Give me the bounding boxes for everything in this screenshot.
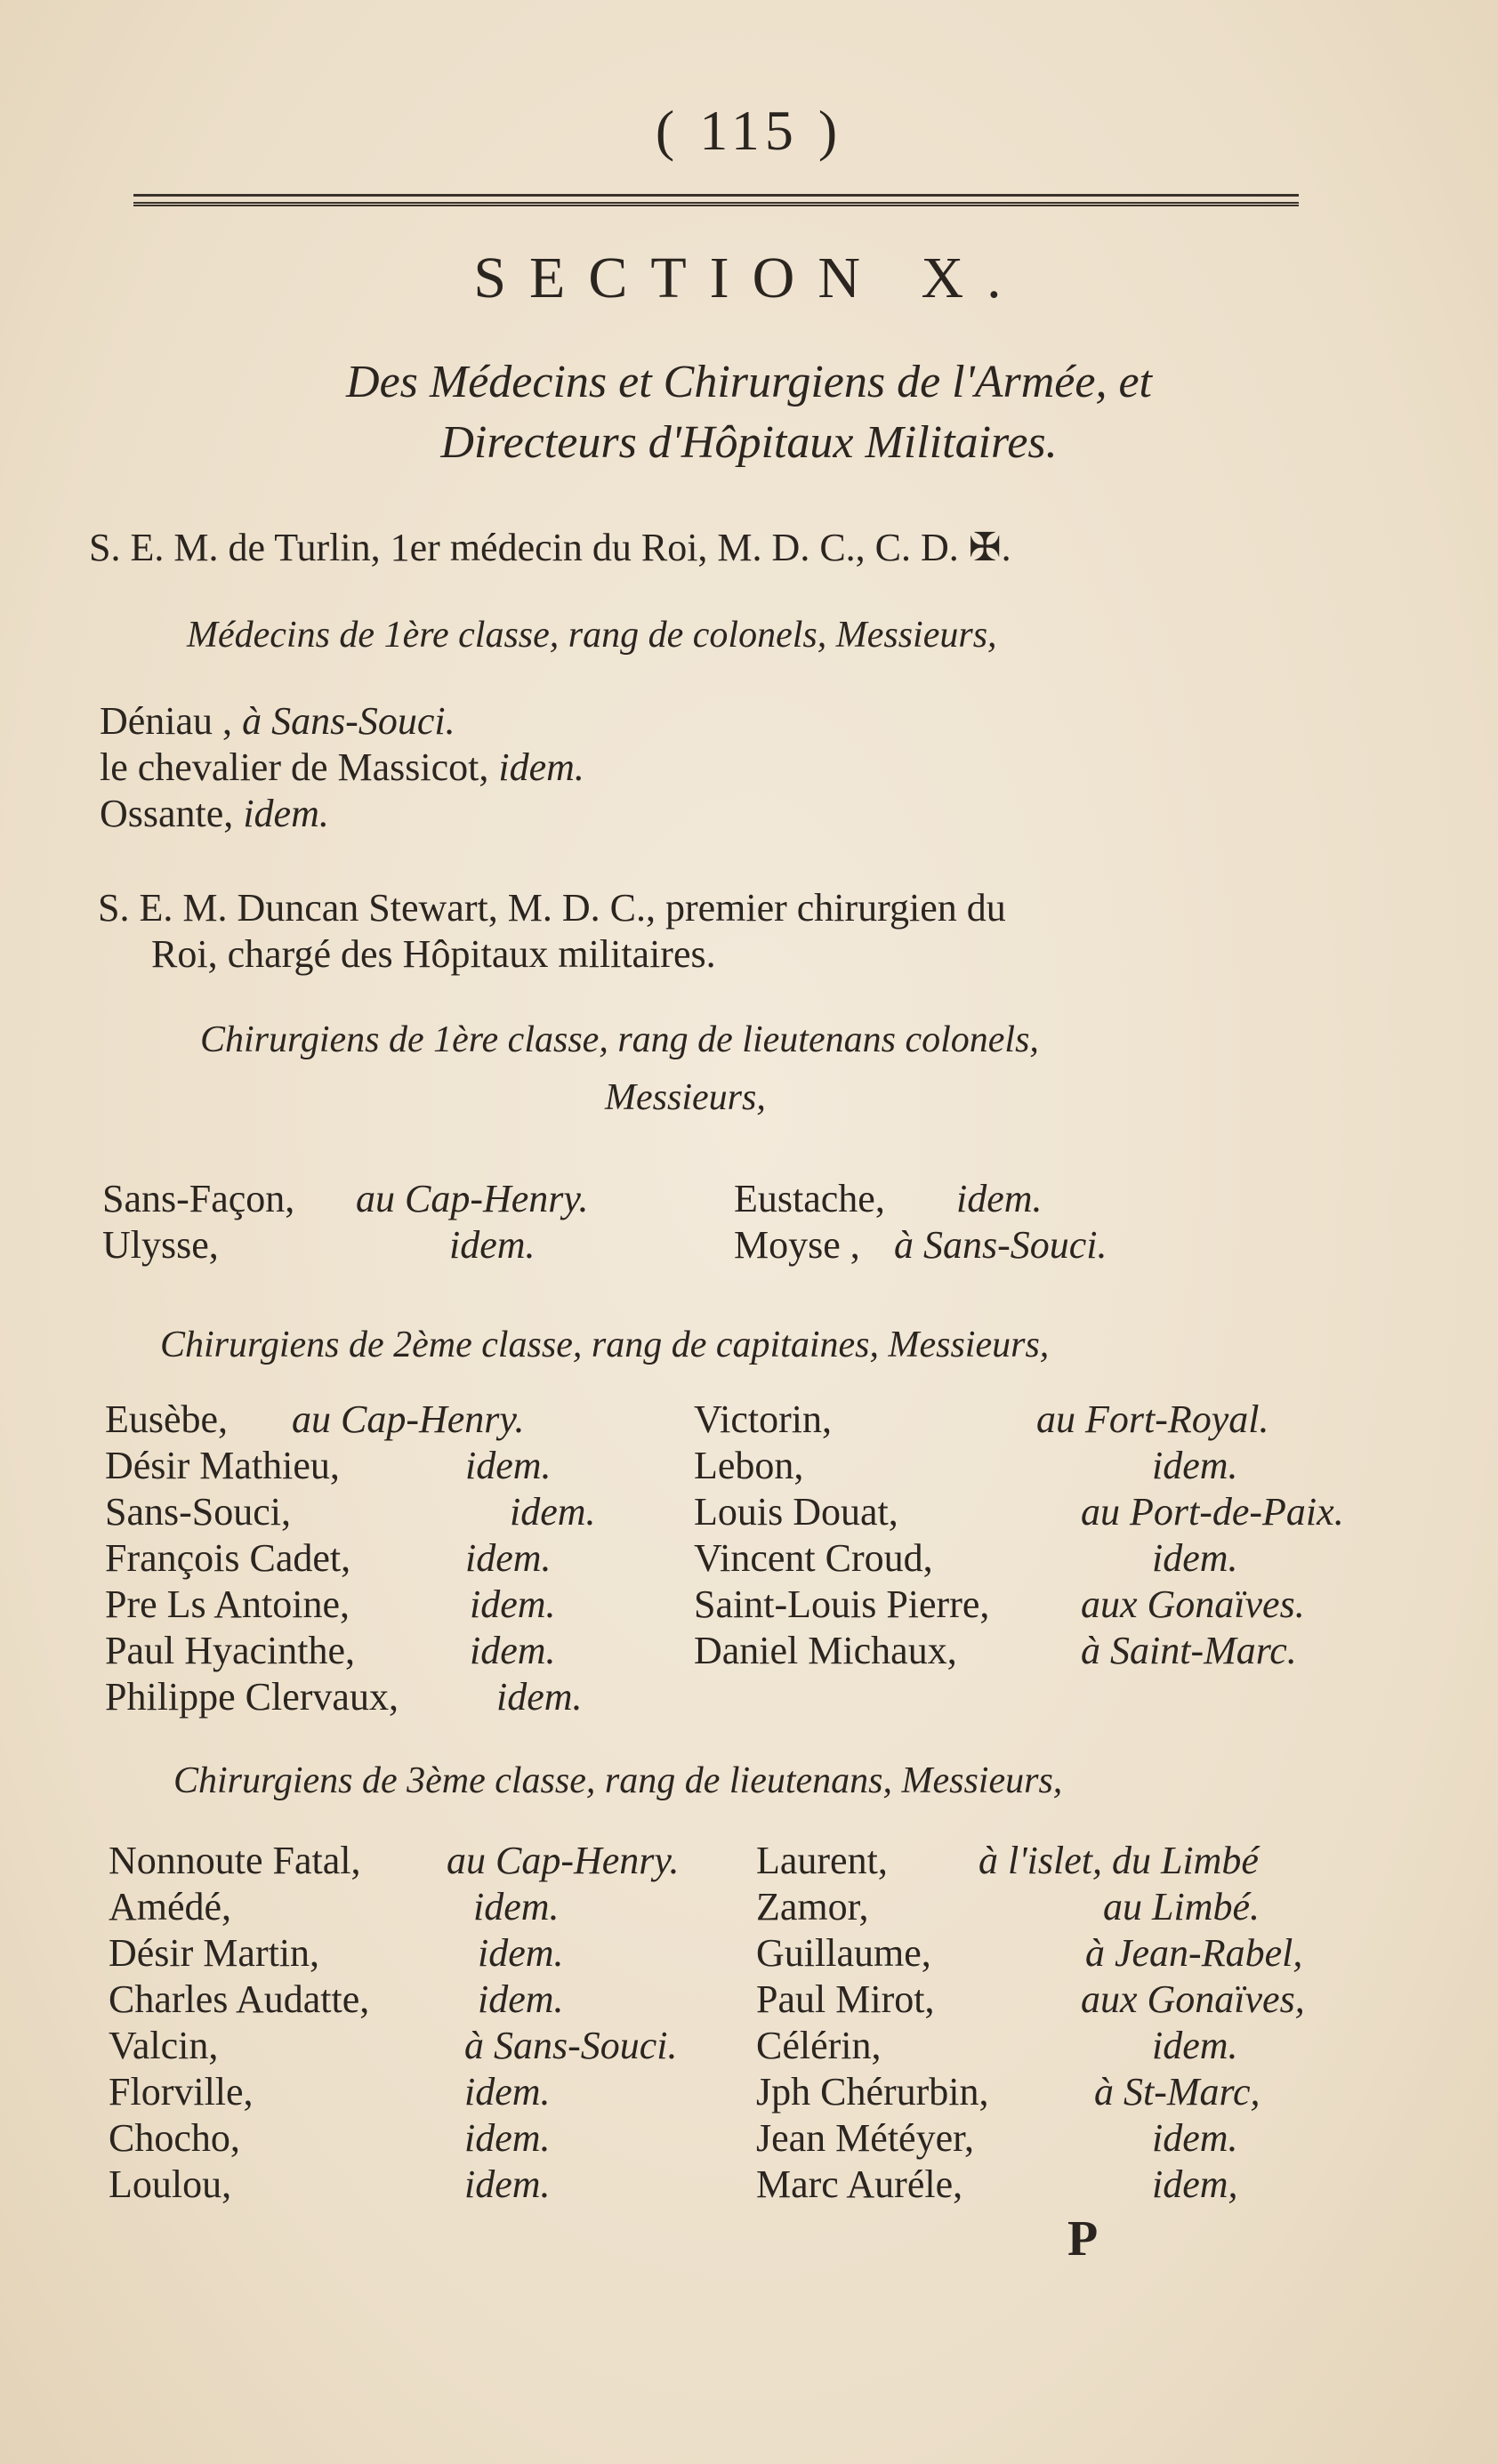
entry-place: idem.	[464, 2116, 551, 2160]
entry-name: Saint-Louis Pierre,	[694, 1582, 990, 1626]
entry-name: Paul Hyacinthe,	[105, 1629, 356, 1672]
entry-name: Pre Ls Antoine,	[105, 1582, 350, 1626]
entry-name: Sans-Façon,	[102, 1177, 295, 1220]
entry-name: Désir Martin,	[109, 1931, 320, 1975]
medecins-heading: Médecins de 1ère classe, rang de colonels, Messieurs,	[187, 615, 997, 656]
entry-place: idem.	[449, 1223, 536, 1267]
list-item	[105, 1628, 674, 1674]
list-item	[756, 2162, 1361, 2208]
entry-place: aux Gonaïves.	[1081, 1582, 1305, 1626]
entry-name: le chevalier de Massicot,	[100, 745, 499, 789]
entry-name: Valcin,	[109, 2024, 219, 2067]
entry-name: Jph Chérurbin,	[756, 2070, 989, 2114]
list-item	[756, 1884, 1361, 1930]
list-item	[694, 1443, 1352, 1489]
entry-name: Laurent,	[756, 1839, 888, 1882]
entry-place: au Cap-Henry.	[447, 1839, 680, 1882]
chief-physician-line: S. E. M. de Turlin, 1er médecin du Roi, M. D. C., C. D. ✠.	[89, 526, 1011, 569]
chir3-left-column	[109, 1838, 731, 2208]
entry-place: à Sans-Souci.	[894, 1223, 1107, 1267]
list-item	[105, 1397, 674, 1443]
entry-name: François Cadet,	[105, 1536, 351, 1580]
chir2-left-column	[105, 1397, 674, 1720]
chief-surgeon-line-2: Roi, chargé des Hôpitaux militaires.	[151, 932, 716, 976]
list-item	[694, 1582, 1352, 1628]
entry-name: Philippe Clervaux,	[105, 1675, 399, 1719]
entry-place: au Cap-Henry.	[292, 1397, 525, 1441]
entry-name: Lebon,	[694, 1444, 804, 1487]
entry-name: Moyse ,	[734, 1223, 860, 1267]
entry-name: Zamor,	[756, 1885, 869, 1929]
entry-name: Paul Mirot,	[756, 1977, 935, 2021]
list-item	[105, 1582, 674, 1628]
signature-mark: P	[1067, 2211, 1099, 2267]
entry-place: au Limbé.	[1103, 1885, 1260, 1929]
entry-place: idem.	[496, 1675, 583, 1719]
entry-place: idem.	[465, 1444, 552, 1487]
entry-place: idem.	[1152, 1536, 1238, 1580]
entry-place: au Cap-Henry.	[356, 1177, 589, 1220]
entry-name: Chocho,	[109, 2116, 240, 2160]
subtitle-line-2: Directeurs d'Hôpitaux Militaires.	[440, 417, 1058, 468]
entry-place: à l'islet, du Limbé	[979, 1839, 1259, 1882]
page-number: ( 115 )	[655, 99, 843, 162]
entry-name: Victorin,	[694, 1397, 832, 1441]
entry-name: Nonnoute Fatal,	[109, 1839, 361, 1882]
list-item	[109, 1977, 731, 2023]
chir2-heading: Chirurgiens de 2ème classe, rang de capitaines, Messieurs,	[160, 1325, 1050, 1365]
medecins-list	[100, 698, 584, 837]
list-item	[756, 2115, 1361, 2162]
entry-place: idem.	[956, 1177, 1043, 1220]
entry-place: idem.	[510, 1490, 596, 1534]
entry-place: idem.	[478, 1931, 564, 1975]
list-item	[109, 1884, 731, 1930]
list-item	[105, 1443, 674, 1489]
entry-name: Charles Audatte,	[109, 1977, 370, 2021]
list-item	[694, 1628, 1352, 1674]
list-item	[756, 2023, 1361, 2069]
entry-place: au Fort-Royal.	[1036, 1397, 1269, 1441]
list-item	[100, 745, 584, 791]
list-item	[109, 1838, 731, 1884]
list-item	[734, 1176, 1268, 1222]
header-rule	[133, 194, 1299, 206]
entry-place: idem.	[470, 1629, 556, 1672]
entry-name: Désir Mathieu,	[105, 1444, 340, 1487]
entry-name: Eusèbe,	[105, 1397, 229, 1441]
list-item	[756, 2069, 1361, 2115]
entry-place: idem.	[498, 745, 584, 789]
entry-place: idem,	[1152, 2162, 1238, 2206]
entry-name: Amédé,	[109, 1885, 232, 1929]
chir1-right-column	[734, 1176, 1268, 1268]
entry-place: idem.	[473, 1885, 560, 1929]
list-item	[100, 698, 584, 745]
chief-surgeon-line-1: S. E. M. Duncan Stewart, M. D. C., premier chirurgien du	[98, 886, 1006, 930]
entry-name: Florville,	[109, 2070, 254, 2114]
entry-place: idem.	[1152, 2116, 1238, 2160]
list-item	[109, 2115, 731, 2162]
list-item	[109, 2023, 731, 2069]
chir3-right-column	[756, 1838, 1361, 2208]
entry-place: à Jean-Rabel,	[1085, 1931, 1303, 1975]
entry-name: Louis Douat,	[694, 1490, 898, 1534]
list-item	[694, 1397, 1352, 1443]
chir2-right-column	[694, 1397, 1352, 1674]
entry-name: Déniau ,	[100, 699, 243, 743]
entry-place: à Sans-Souci.	[464, 2024, 678, 2067]
entry-name: Eustache,	[734, 1177, 885, 1220]
entry-place: aux Gonaïves,	[1081, 1977, 1305, 2021]
entry-name: Vincent Croud,	[694, 1536, 933, 1580]
list-item	[756, 1930, 1361, 1977]
list-item	[102, 1222, 636, 1268]
list-item	[105, 1535, 674, 1582]
chir1-heading-line-1: Chirurgiens de 1ère classe, rang de lieutenans colonels,	[200, 1019, 1039, 1060]
list-item	[109, 2162, 731, 2208]
list-item	[734, 1222, 1268, 1268]
section-title: SECTION X.	[473, 246, 1025, 310]
list-item	[109, 2069, 731, 2115]
entry-name: Ulysse,	[102, 1223, 219, 1267]
entry-place: à Saint-Marc.	[1081, 1629, 1297, 1672]
chir1-left-column	[102, 1176, 636, 1268]
list-item	[694, 1535, 1352, 1582]
subtitle-line-1: Des Médecins et Chirurgiens de l'Armée, et	[346, 357, 1152, 407]
entry-name: Daniel Michaux,	[694, 1629, 957, 1672]
entry-place: idem.	[1152, 2024, 1238, 2067]
entry-place: idem.	[243, 792, 329, 835]
entry-place: idem.	[470, 1582, 556, 1626]
list-item	[105, 1674, 674, 1720]
entry-name: Guillaume,	[756, 1931, 931, 1975]
entry-name: Célérin,	[756, 2024, 882, 2067]
entry-name: Sans-Souci,	[105, 1490, 291, 1534]
list-item	[756, 1838, 1361, 1884]
entry-place: au Port-de-Paix.	[1081, 1490, 1344, 1534]
entry-place: idem.	[1152, 1444, 1238, 1487]
entry-name: Ossante,	[100, 792, 244, 835]
chir1-heading-line-2: Messieurs,	[605, 1077, 766, 1118]
entry-name: Loulou,	[109, 2162, 232, 2206]
entry-name: Jean Météyer,	[756, 2116, 975, 2160]
chir3-heading: Chirurgiens de 3ème classe, rang de lieutenans, Messieurs,	[173, 1760, 1063, 1801]
entry-place: à St-Marc,	[1094, 2070, 1260, 2114]
entry-place: idem.	[465, 1536, 552, 1580]
entry-place: idem.	[464, 2070, 551, 2114]
list-item	[694, 1489, 1352, 1535]
list-item	[109, 1930, 731, 1977]
entry-place: idem.	[464, 2162, 551, 2206]
list-item	[100, 791, 584, 837]
list-item	[105, 1489, 674, 1535]
entry-place: idem.	[478, 1977, 564, 2021]
list-item	[102, 1176, 636, 1222]
entry-name: Marc Auréle,	[756, 2162, 963, 2206]
entry-place: à Sans-Souci.	[242, 699, 455, 743]
list-item	[756, 1977, 1361, 2023]
